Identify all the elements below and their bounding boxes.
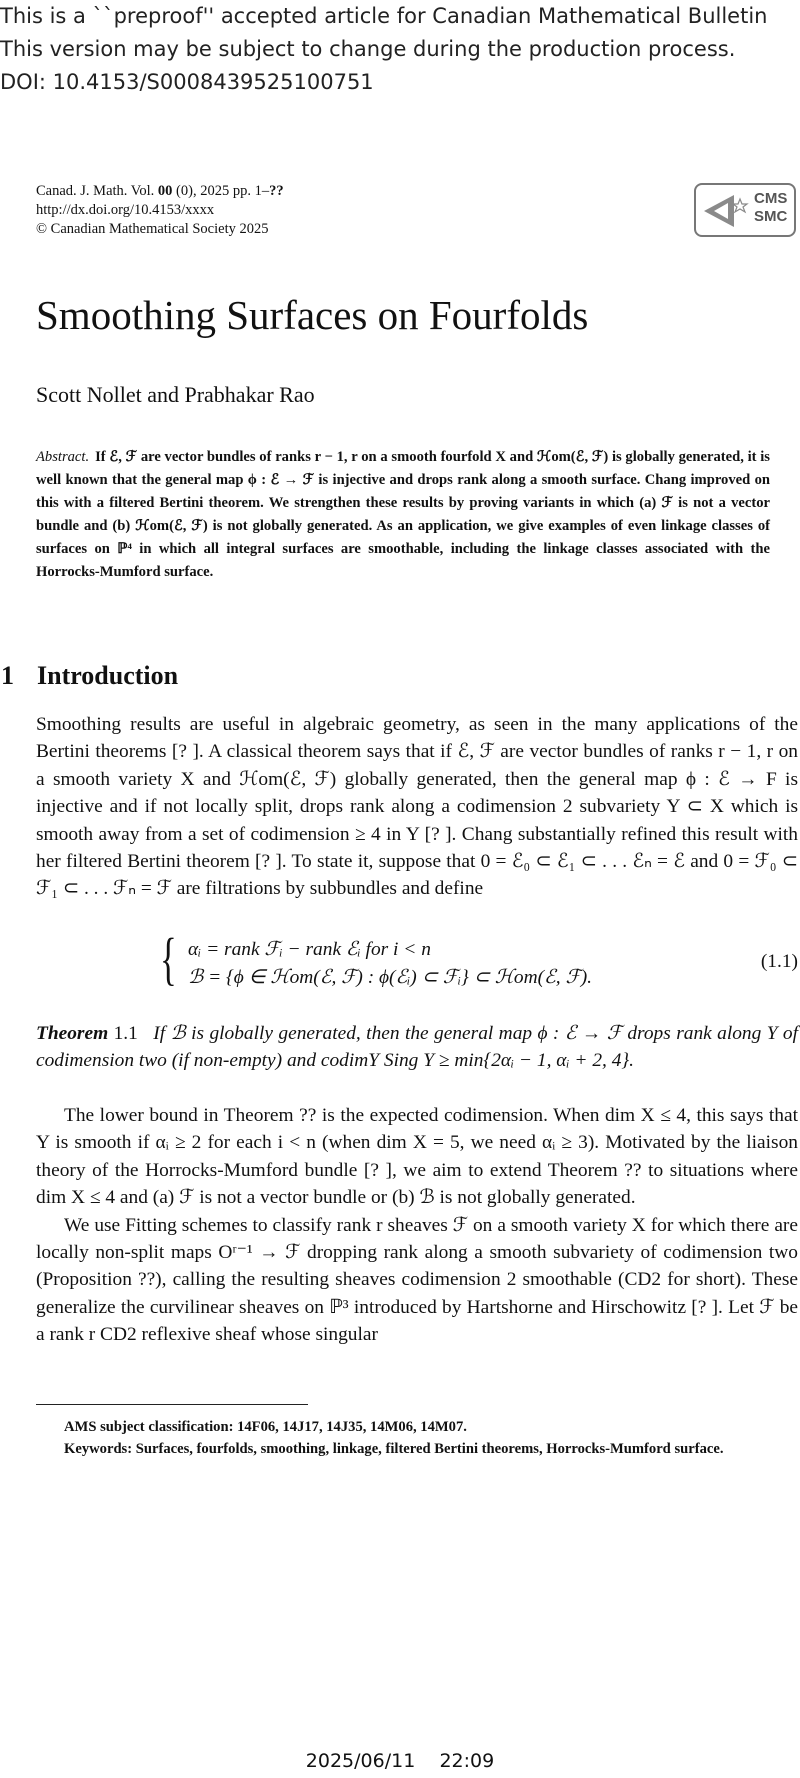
equation-line-1: αᵢ = rank ℱᵢ − rank ℰᵢ for i < n — [188, 939, 431, 960]
citation-volume: 00 — [157, 183, 173, 199]
copyright-notice: © Canadian Mathematical Society 2025 — [36, 221, 269, 237]
banner-line-2: This version may be subject to change during the production process. — [0, 37, 736, 61]
preproof-banner — [0, 0, 790, 99]
banner-line-3: DOI: 10.4153/S0008439525100751 — [0, 70, 374, 94]
equation-1-1 — [160, 926, 800, 996]
section-heading — [0, 658, 178, 694]
cms-smc-logo — [694, 183, 796, 237]
citation-prefix: Canad. J. Math. Vol. — [36, 183, 158, 199]
intro-paragraph: Smoothing results are useful in algebraic geometry, as seen in the many applications of the Bertini theorems [? ]. A classical theorem says that if ℰ, ℱ are vector bundles of ranks r − 1, r on a smooth variety X and ℋom(ℰ, ℱ) globally generated, then the general map ϕ : ℰ → F is injective and if not locally split, drops rank along a codimension 2 subvariety Y ⊂ X which is smooth away from a set of codimension ≥ 4 in Y [? ]. Chang substantially refined this result with her filtered Bertini theorem [? ]. To state it, suppose that 0 = ℰ₀ ⊂ ℰ₁ ⊂ . . . ℰₙ = ℰ and 0 = ℱ₀ ⊂ ℱ₁ ⊂ . . . ℱₙ = ℱ are filtrations by subbundles and define — [36, 714, 798, 900]
abstract-label: Abstract. — [36, 449, 90, 465]
theorem-label: Theorem — [36, 1023, 109, 1044]
timestamp: 2025/06/11 22:09 — [305, 1750, 495, 1772]
ams-classification: AMS subject classification: 14F06, 14J17, 14J35, 14M06, 14M07. — [64, 1419, 467, 1435]
citation-pages: (0), 2025 pp. 1– — [172, 183, 270, 199]
citation-last-page: ?? — [269, 183, 284, 199]
journal-citation — [36, 182, 284, 201]
paper-title: Smoothing Surfaces on Fourfolds — [36, 292, 589, 338]
banner-line-1: This is a ``preproof'' accepted article for Canadian Mathematical Bulletin — [0, 4, 768, 28]
logo-text — [754, 190, 787, 226]
theorem-number: 1.1 — [113, 1023, 138, 1044]
footnotes — [36, 1416, 798, 1460]
theorem-text: If ℬ is globally generated, then the general map ϕ : ℰ → ℱ drops rank along Y of codimension two (if non-empty) and codimY Sing Y ≥ min{2αᵢ − 1, αᵢ + 2, 4}. — [36, 1023, 798, 1072]
logo-line-1: CMS — [754, 190, 788, 207]
abstract-text: If ℰ, ℱ are vector bundles of ranks r − 1, r on a smooth fourfold X and ℋom(ℰ, ℱ) is globally generated, it is well known that the general map ϕ : ℰ → ℱ is injective and drops rank along a smooth surface. Chang improved on this with a filtered Bertini theorem. We strengthen these results by proving variants in which (a) ℱ is not a vector bundle and (b) ℋom(ℰ, ℱ) is not globally generated. As an application, we give examples of even linkage classes of surfaces on ℙ⁴ in which all integral surfaces are smoothable, including the linkage classes associated with the Horrocks-Mumford surface. — [36, 449, 770, 580]
section-number: 1 — [1, 661, 14, 690]
cms-triangle-icon — [700, 191, 752, 231]
paragraph-3: We use Fitting schemes to classify rank r sheaves ℱ on a smooth variety X for which there are locally non-split maps Oʳ⁻¹ → ℱ dropping rank along a smooth subvariety of codimension two (Proposition ??), calling the resulting sheaves codimension 2 smoothable (CD2 for short). These generalize the curvilinear sheaves on ℙ³ introduced by Hartshorne and Hirschowitz [? ]. Let ℱ be a rank r CD2 reflexive sheaf whose singular — [36, 1214, 798, 1346]
paragraph-2: The lower bound in Theorem ?? is the expected codimension. When dim X ≤ 4, this says that Y is smooth if αᵢ ≥ 2 for each i < n (when dim X = 5, we need αᵢ ≥ 3). Motivated by the liaison theory of the Horrocks-Mumford bundle [? ], we aim to extend Theorem ?? to situations where dim X ≤ 4 and (a) ℱ is not a vector bundle or (b) ℬ is not globally generated. — [36, 1105, 798, 1209]
doi-link[interactable]: http://dx.doi.org/10.4153/xxxx — [36, 202, 215, 218]
footnote-divider — [36, 1404, 308, 1405]
keywords: Keywords: Surfaces, fourfolds, smoothing, linkage, filtered Bertini theorems, Horrocks-Mumford surface. — [64, 1441, 724, 1457]
equation-brace: { — [160, 926, 177, 991]
theorem-1-1 — [36, 1020, 798, 1075]
paper-authors: Scott Nollet and Prabhakar Rao — [36, 382, 315, 407]
logo-line-2: SMC — [754, 208, 788, 225]
journal-info — [36, 182, 284, 239]
body-paragraphs — [36, 1102, 798, 1349]
equation-line-2: ℬ = {ϕ ∈ ℋom(ℰ, ℱ) : ϕ(ℰᵢ) ⊂ ℱᵢ} ⊂ ℋom(ℰ, ℱ). — [188, 967, 593, 988]
abstract — [36, 446, 770, 584]
section-title: Introduction — [37, 661, 179, 690]
equation-tag: (1.1) — [760, 951, 798, 972]
